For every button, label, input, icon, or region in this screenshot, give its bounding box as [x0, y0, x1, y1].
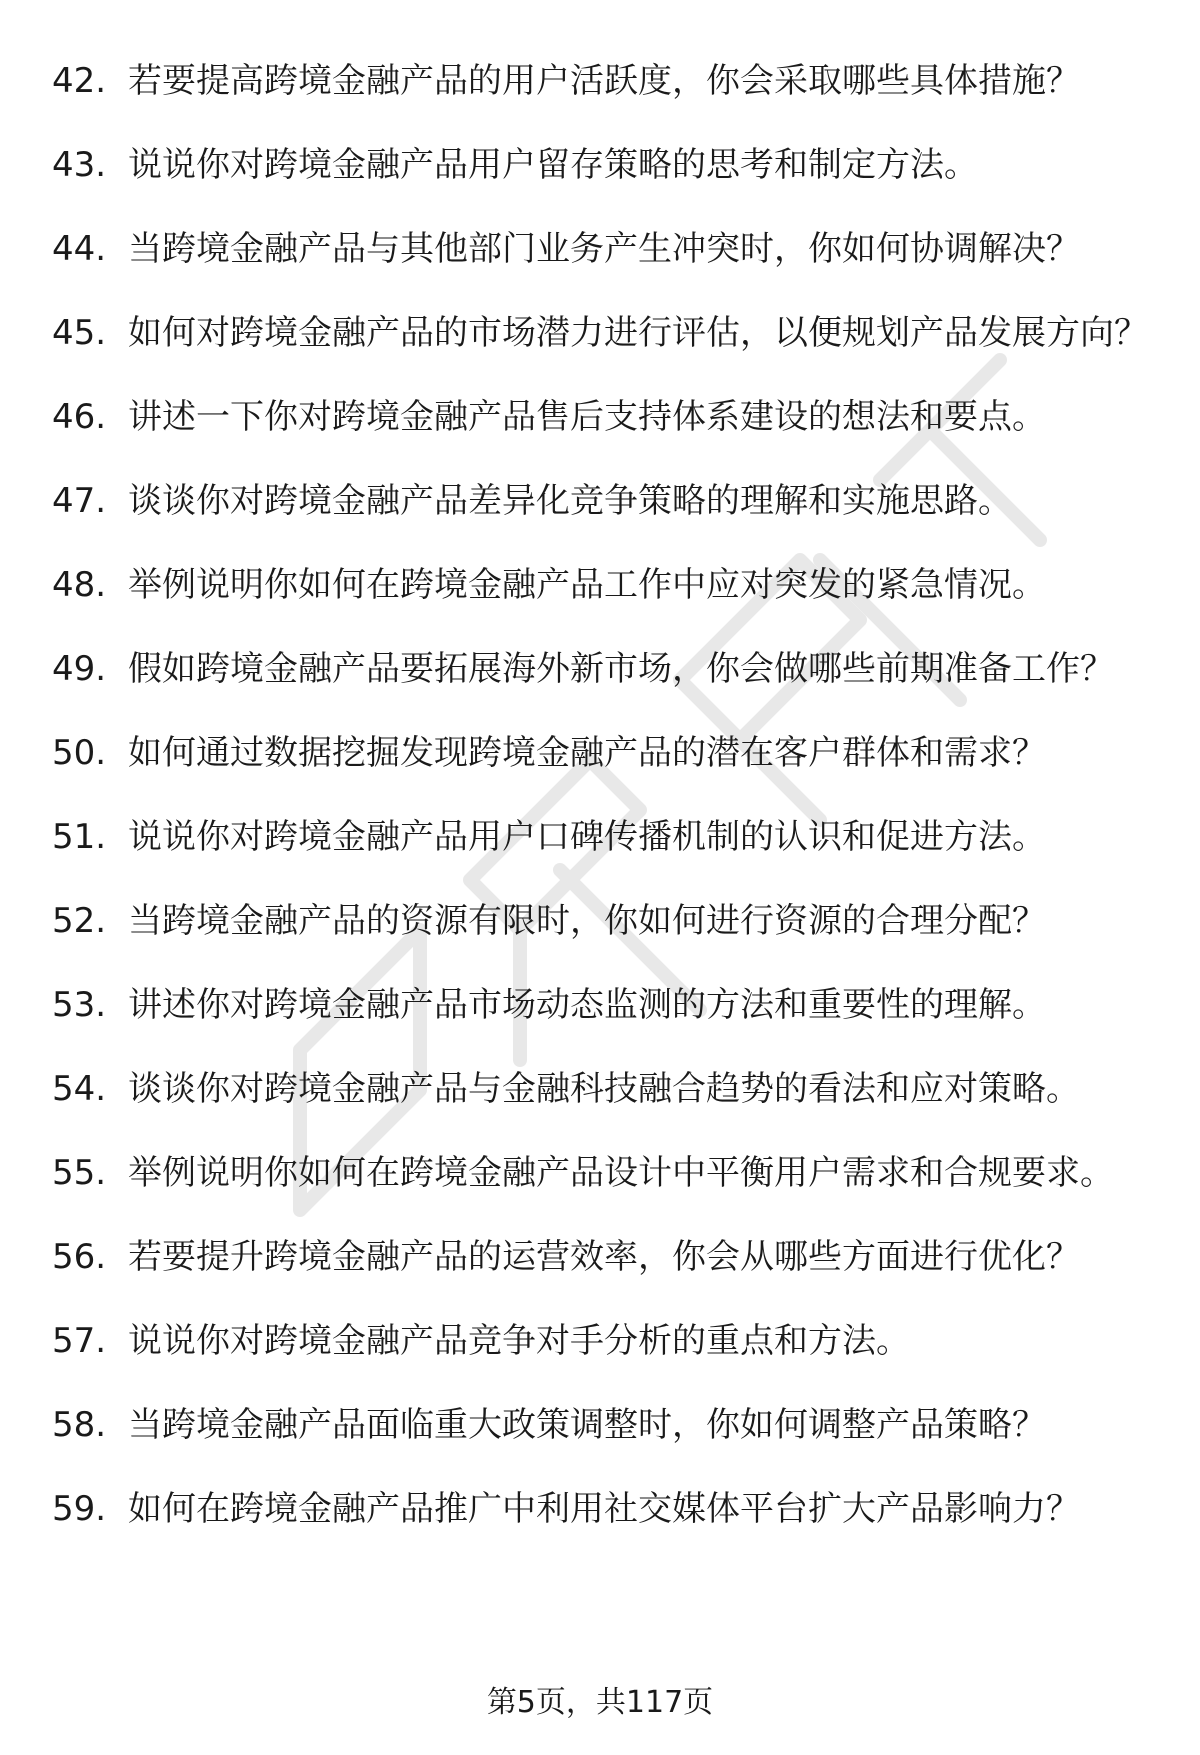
question-text: 说说你对跨境金融产品用户口碑传播机制的认识和促进方法。 — [128, 817, 1046, 857]
list-item — [52, 1234, 1152, 1280]
question-text: 说说你对跨境金融产品竞争对手分析的重点和方法。 — [128, 1321, 910, 1361]
question-number: 51. — [52, 817, 107, 857]
question-text: 若要提升跨境金融产品的运营效率，你会从哪些方面进行优化？ — [128, 1237, 1080, 1277]
question-number: 46. — [52, 397, 107, 437]
list-item — [52, 730, 1152, 776]
question-number: 56. — [52, 1237, 107, 1277]
question-text: 如何在跨境金融产品推广中利用社交媒体平台扩大产品影响力？ — [128, 1489, 1080, 1529]
question-number: 55. — [52, 1153, 107, 1193]
list-item — [52, 478, 1152, 524]
list-item — [52, 58, 1152, 104]
list-item — [52, 226, 1152, 272]
list-item — [52, 562, 1152, 608]
list-item — [52, 142, 1152, 188]
question-number: 44. — [52, 229, 107, 269]
question-number: 50. — [52, 733, 107, 773]
question-number: 43. — [52, 145, 107, 185]
list-item — [52, 1402, 1152, 1448]
question-number: 57. — [52, 1321, 107, 1361]
question-number: 49. — [52, 649, 107, 689]
question-text: 谈谈你对跨境金融产品差异化竞争策略的理解和实施思路。 — [128, 481, 1012, 521]
question-text: 讲述一下你对跨境金融产品售后支持体系建设的想法和要点。 — [128, 397, 1046, 437]
question-text: 当跨境金融产品与其他部门业务产生冲突时，你如何协调解决？ — [128, 229, 1080, 269]
list-item — [52, 982, 1152, 1028]
question-number: 52. — [52, 901, 107, 941]
list-item — [52, 814, 1152, 860]
page-number-label: 第5页，共117页 — [486, 1685, 714, 1720]
question-text: 若要提高跨境金融产品的用户活跃度，你会采取哪些具体措施？ — [128, 61, 1080, 101]
question-number: 53. — [52, 985, 107, 1025]
question-number: 59. — [52, 1489, 107, 1529]
question-number: 54. — [52, 1069, 107, 1109]
list-item — [52, 1150, 1152, 1196]
question-number: 48. — [52, 565, 107, 605]
question-number: 45. — [52, 313, 107, 353]
question-number: 42. — [52, 61, 107, 101]
question-text: 举例说明你如何在跨境金融产品工作中应对突发的紧急情况。 — [128, 565, 1046, 605]
question-text: 讲述你对跨境金融产品市场动态监测的方法和重要性的理解。 — [128, 985, 1046, 1025]
question-text: 如何通过数据挖掘发现跨境金融产品的潜在客户群体和需求？ — [128, 733, 1046, 773]
question-number: 58. — [52, 1405, 107, 1445]
question-text: 谈谈你对跨境金融产品与金融科技融合趋势的看法和应对策略。 — [128, 1069, 1080, 1109]
question-number: 47. — [52, 481, 107, 521]
list-item — [52, 1318, 1152, 1364]
list-item — [52, 310, 1152, 356]
question-text: 如何对跨境金融产品的市场潜力进行评估，以便规划产品发展方向？ — [128, 313, 1148, 353]
question-list — [52, 58, 1152, 1570]
question-text: 说说你对跨境金融产品用户留存策略的思考和制定方法。 — [128, 145, 978, 185]
question-text: 举例说明你如何在跨境金融产品设计中平衡用户需求和合规要求。 — [128, 1153, 1114, 1193]
list-item — [52, 1486, 1152, 1532]
list-item — [52, 898, 1152, 944]
list-item — [52, 646, 1152, 692]
question-text: 当跨境金融产品的资源有限时，你如何进行资源的合理分配？ — [128, 901, 1046, 941]
list-item — [52, 394, 1152, 440]
question-text: 假如跨境金融产品要拓展海外新市场，你会做哪些前期准备工作？ — [128, 649, 1114, 689]
page-footer — [0, 1683, 1200, 1723]
question-text: 当跨境金融产品面临重大政策调整时，你如何调整产品策略？ — [128, 1405, 1046, 1445]
list-item — [52, 1066, 1152, 1112]
